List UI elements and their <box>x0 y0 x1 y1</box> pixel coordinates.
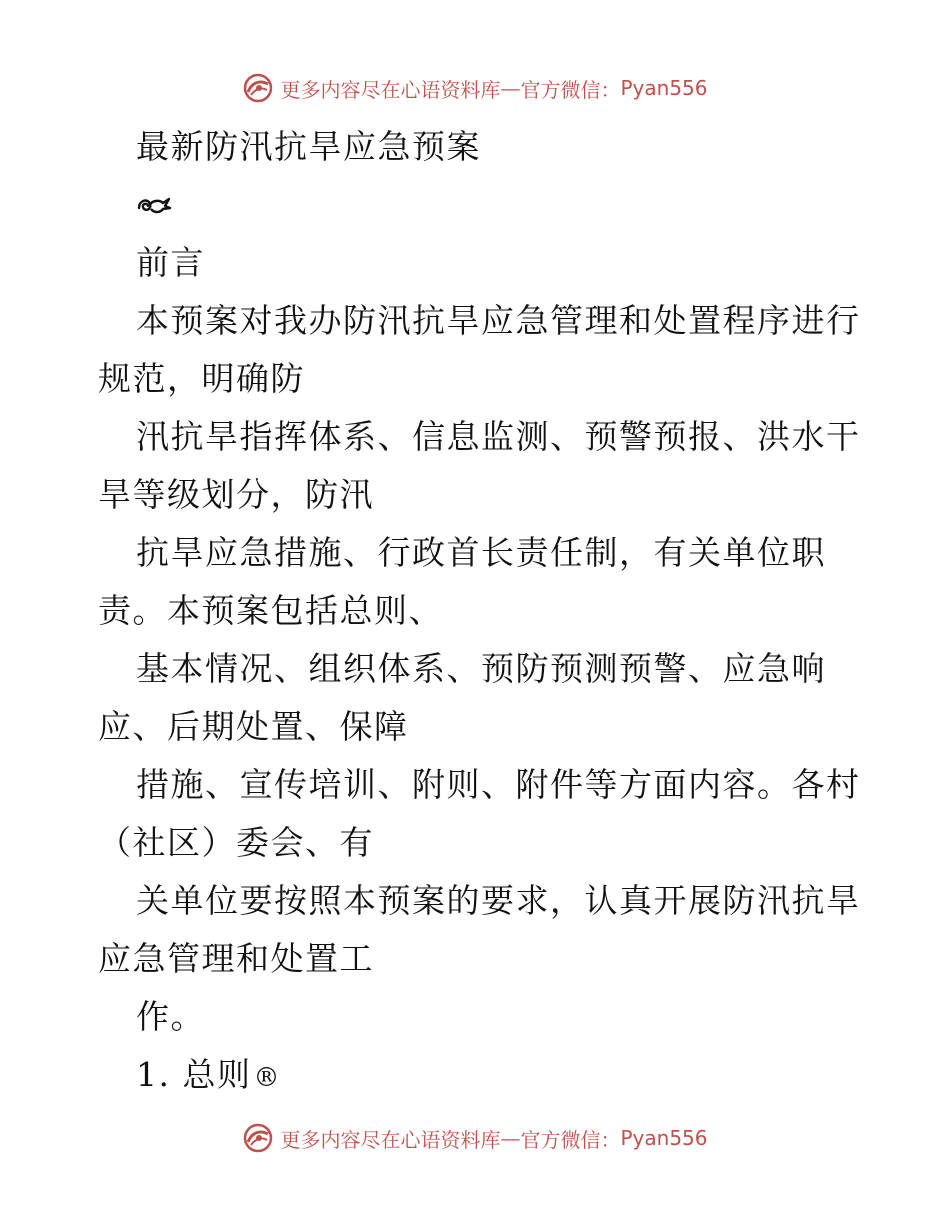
footer-handle: Pyan556 <box>620 1126 708 1150</box>
footer-brand-text: 更多内容尽在心语资料库 <box>280 1127 501 1152</box>
paragraph-line: 应、后期处置、保障 <box>98 707 409 746</box>
paragraph-line: 措施、宣传培训、附则、附件等方面内容。各村 <box>136 765 861 804</box>
footer-banner <box>0 1118 950 1158</box>
header-brand-text: 更多内容尽在心语资料库 <box>280 77 501 102</box>
header-sub-text: 官方微信： <box>520 77 621 102</box>
section-preface-heading: 前言 <box>136 243 205 282</box>
paragraph-line: 关单位要按照本预案的要求，认真开展防汛抗旱 <box>136 881 861 920</box>
paragraph-line: 汛抗旱指挥体系、信息监测、预警预报、洪水干 <box>136 417 861 456</box>
swirl-ornament-icon <box>136 194 172 218</box>
header-banner <box>0 68 950 108</box>
paragraph-line: 规范，明确防 <box>98 359 305 398</box>
section-1-title: 1. 总则 <box>136 1055 252 1094</box>
paragraph-line: 作。 <box>136 997 205 1036</box>
document-body <box>98 118 861 1104</box>
paragraph-line: 基本情况、组织体系、预防预测预警、应急响 <box>136 649 826 688</box>
registered-mark: ® <box>253 1063 281 1093</box>
wave-seal-icon <box>242 72 274 104</box>
header-separator: — <box>500 76 521 100</box>
section-1-heading <box>98 1046 858 1104</box>
document-title: 最新防汛抗旱应急预案 <box>136 127 481 166</box>
ornament-row <box>98 176 858 234</box>
header-handle: Pyan556 <box>620 76 708 100</box>
paragraph-line: 旱等级划分，防汛 <box>98 475 374 514</box>
paragraph-line: 应急管理和处置工 <box>98 939 374 978</box>
wave-seal-icon <box>242 1122 274 1154</box>
paragraph-line: （社区）委会、有 <box>98 823 374 862</box>
paragraph-line: 抗旱应急措施、行政首长责任制，有关单位职 <box>136 533 826 572</box>
footer-sub-text: 官方微信： <box>520 1127 621 1152</box>
paragraph-line: 本预案对我办防汛抗旱应急管理和处置程序进行 <box>136 301 861 340</box>
paragraph-line: 责。本预案包括总则、 <box>98 591 443 630</box>
footer-separator: — <box>500 1126 521 1150</box>
